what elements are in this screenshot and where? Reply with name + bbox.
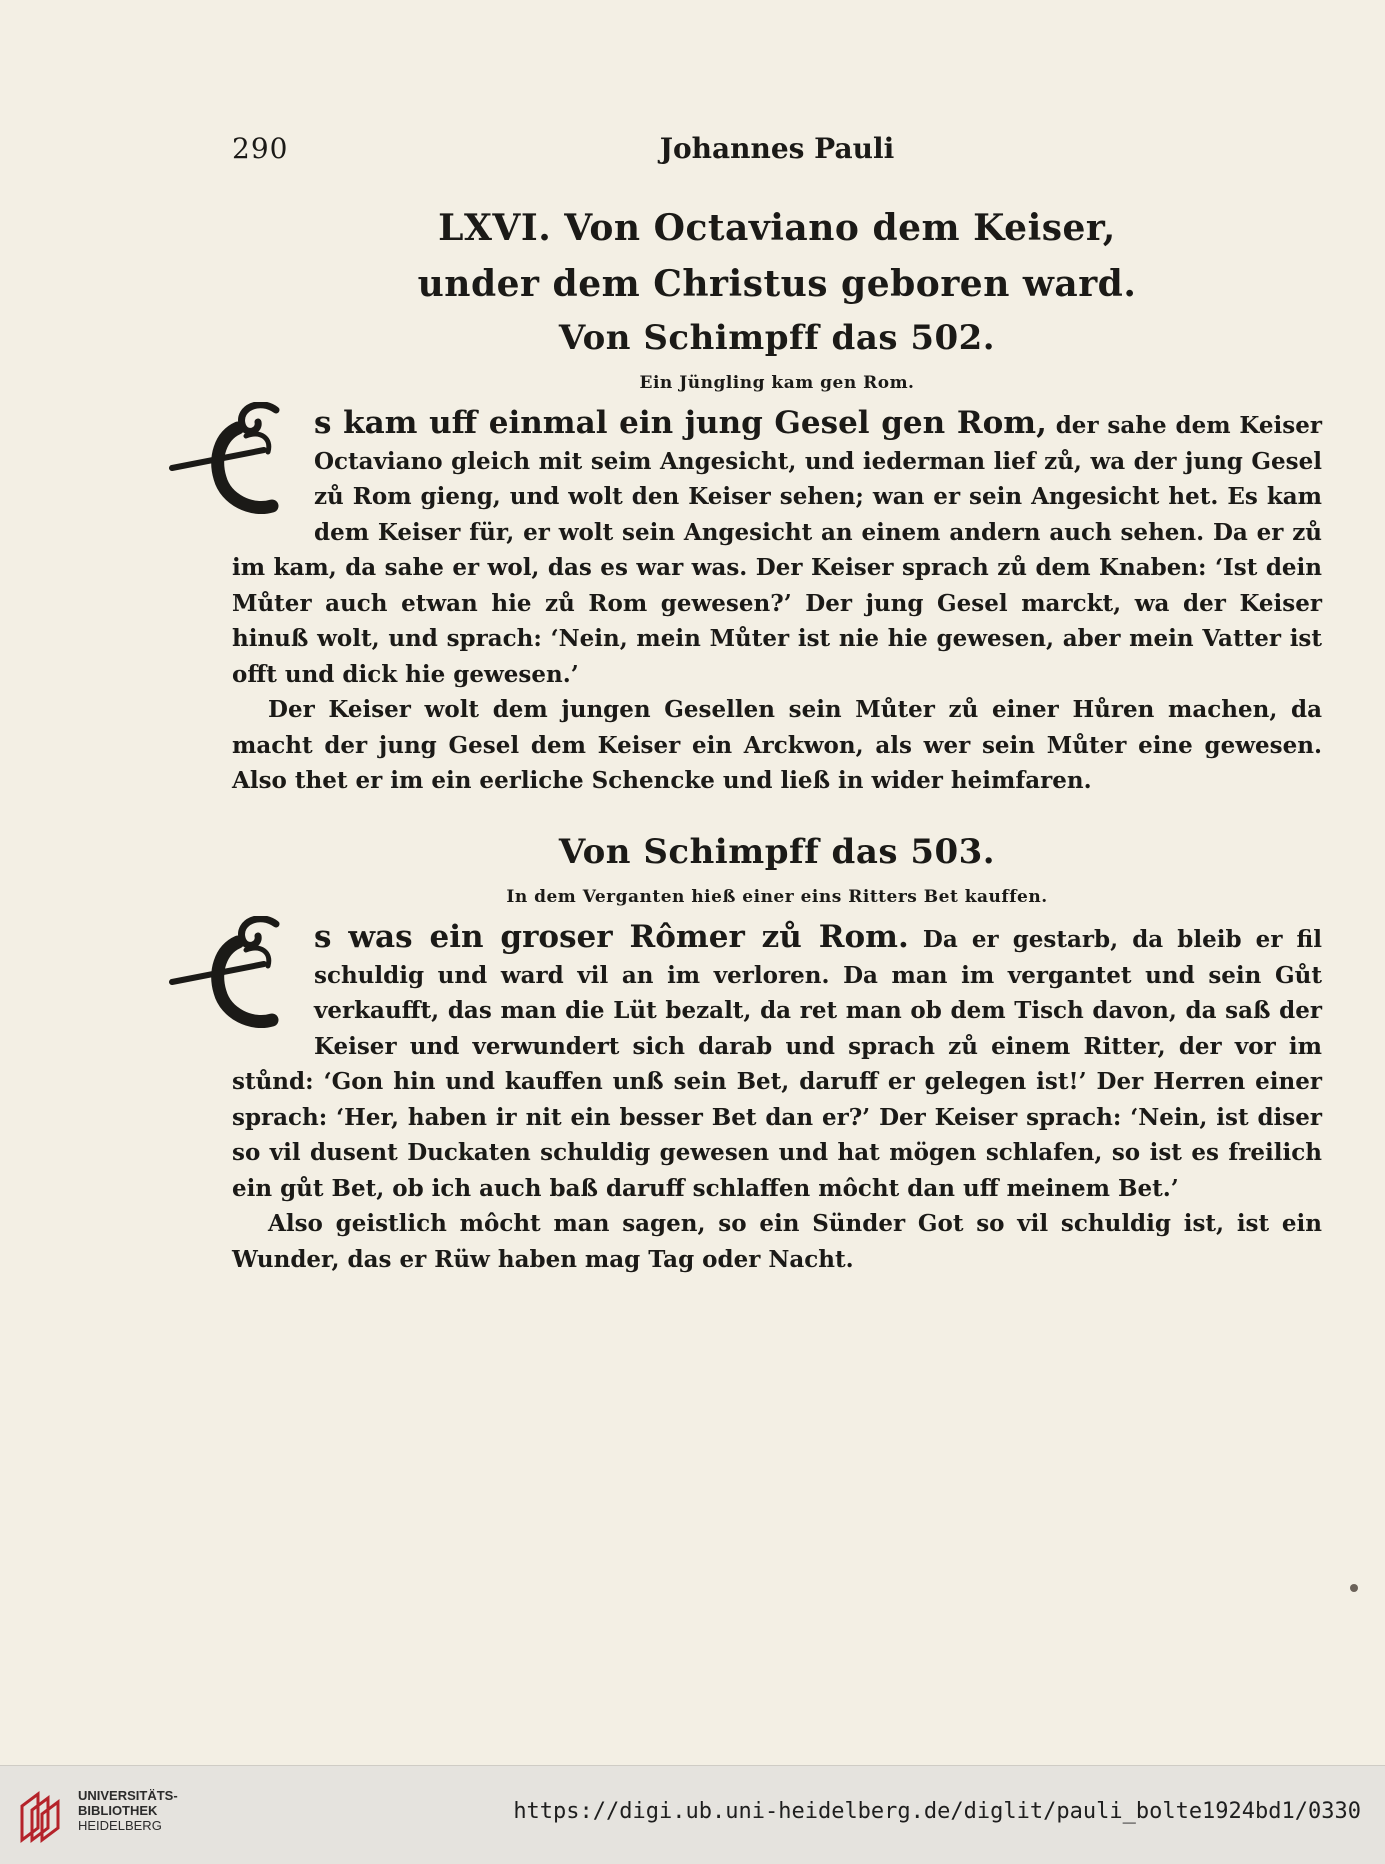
university-library-logo-icon[interactable] (16, 1784, 74, 1846)
paper-spot (1350, 1584, 1358, 1592)
story-502-first-words: s kam uff einmal ein jung Gesel gen Rom, (314, 405, 1047, 441)
story-502-body (232, 406, 1322, 799)
running-title: Johannes Pauli (659, 132, 895, 165)
story-503-first-words: s was ein groser Rômer zů Rom. (314, 919, 909, 955)
drop-cap-e (168, 402, 308, 518)
library-name[interactable] (78, 1788, 178, 1833)
story-503-paragraph-1-text: Da er gestarb, da bleib er fil schuldig und ward vil an im verloren. Da man im vergantet und sein Gůt verkaufft, das man die Lüt bezalt, da ret man ob dem Tisch davon, da saß der Keiser und verwundert sich darab und sprach zů einem Ritter, der vor im stůnd: ‘Gon hin und kauffen unß sein Bet, daruff er gelegen ist!’ Der Herren einer sprach: ‘Her, haben ir nit ein besser Bet dan er?’ Der Keiser sprach: ‘Nein, ist diser so vil dusent Duckaten schuldig gewesen und hat mögen schlafen, so ist es freilich ein gůt Bet, ob ich auch baß daruff schlaffen môcht dan uff meinem Bet.’ (232, 926, 1323, 1202)
story-503-paragraph-1 (232, 920, 1322, 1206)
chapter-title-line-2: under dem Christus geboren ward. (417, 263, 1137, 305)
page-number: 290 (232, 132, 289, 165)
story-502-subheading: Ein Jüngling kam gen Rom. (639, 373, 915, 393)
page-header (232, 132, 1322, 172)
document-url-link[interactable]: https://digi.ub.uni-heidelberg.de/diglit/pauli_bolte1924bd1/0330 (513, 1799, 1361, 1824)
library-name-line-2: BIBLIOTHEK (78, 1803, 158, 1818)
story-503-subheading: In dem Verganten hieß einer eins Ritters Bet kauffen. (506, 887, 1048, 907)
library-name-line-3: HEIDELBERG (78, 1818, 162, 1833)
story-503-paragraph-2: Also geistlich môcht man sagen, so ein Sünder Got so vil schuldig ist, ist ein Wunder, das er Rüw haben mag Tag oder Nacht. (232, 1210, 1322, 1273)
story-502-paragraph-1 (232, 406, 1322, 692)
chapter-title-line-1: LXVI. Von Octaviano dem Keiser, (438, 207, 1116, 249)
story-502-paragraph-1-text: der sahe dem Keiser Octaviano gleich mit seim Angesicht, und iederman lief zů, wa der jung Gesel zů Rom gieng, und wolt den Keiser sehen; wan er sein Angesicht het. Es kam dem Keiser für, er wolt sein Angesicht an einem andern auch sehen. Da er zů im kam, da sahe er wol, das es war was. Der Keiser sprach zů dem Knaben: ‘Ist dein Můter auch etwan hie zů Rom gewesen?’ Der jung Gesel marckt, wa der Keiser hinuß wolt, und sprach: ‘Nein, mein Můter ist nie hie gewesen, aber mein Vatter ist offt und dick hie gewesen.’ (232, 412, 1322, 688)
drop-cap-e-glyph (168, 916, 308, 1032)
story-502-paragraph-2: Der Keiser wolt dem jungen Gesellen sein Můter zů einer Hůren machen, da macht der jung Gesel dem Keiser ein Arckwon, als wer sein Můter eine gewesen. Also thet er im ein eerliche Schencke und ließ in wider heimfaren. (232, 696, 1322, 794)
library-name-line-1: UNIVERSITÄTS- (78, 1788, 178, 1803)
story-502-heading: Von Schimpff das 502. (558, 318, 996, 358)
drop-cap-e (168, 916, 308, 1032)
chapter-title (232, 200, 1322, 312)
drop-cap-e-glyph (168, 402, 308, 518)
story-503-body (232, 920, 1322, 1277)
viewer-footer (0, 1765, 1385, 1864)
story-503-heading: Von Schimpff das 503. (558, 832, 996, 872)
